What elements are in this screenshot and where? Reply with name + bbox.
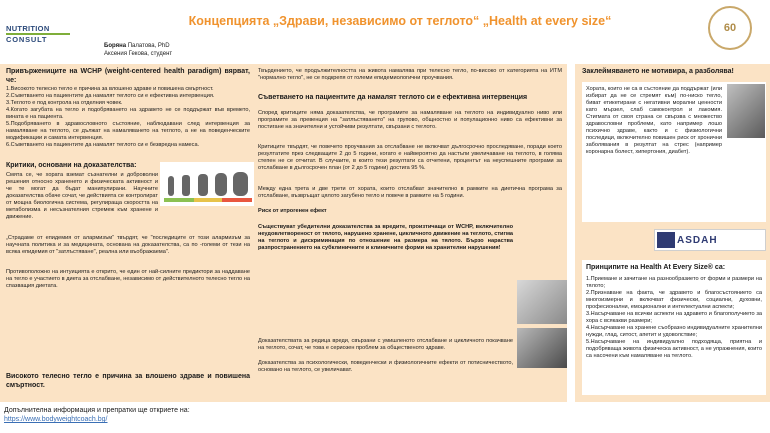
list-item: 3.Теглото е под контрола на отделния човек.	[6, 100, 123, 106]
list-item: 5.Насърчаване на индивидуално подходяща, приятна и подобряваща живота физическа активност, а не упражнения, които са насочени към намаляване на теглото.	[586, 339, 762, 359]
asdah-logo	[654, 229, 766, 251]
list-item: 4.Когато загубата на тегло и подобряването на здравето не се поддържат във времето, вината е на пациента.	[6, 107, 250, 120]
oppression-effects-text: Доказателства за психологически, поведенчески и физиологичните ефекти от потисничеството, основано на теглото, се увеличават.	[258, 360, 513, 373]
poster-title: Концепцията „Здрави, независимо от теглото“ „Health at every size“	[188, 14, 612, 28]
list-item: 6.Съветването на пациентите да намалят теглото си е безвредна намеса.	[6, 142, 200, 148]
wchp-heading: Привържениците на WCHP (weight-centered health paradigm) вярват, че:	[6, 68, 250, 84]
logo-line1: NUTRITION	[6, 24, 70, 35]
diet-predictor-text: Противоположно на интуицията е открито, че един от най-силните предиктори за наддаване на тегло е участието в диета за отслабване, независимо от действителното телесно тегло на спазващия диетата.	[6, 269, 250, 289]
critique-text: Смята се, че хората вземат съзнателни и доброволни решения относно храненето и физическата активност и че те могат да бъдат манипулирани. Научните доказателства обаче сочат, че действията се контролират от мощна биологична система, регулираща скоростта на метаболизма и несъзнателния стремеж към хранене и движение.	[6, 172, 158, 220]
stigma-text: Хората, които не са в състояние да поддържат (или избират да не се стремят към) по-ниско тегло, биват етикетирани с негативни морални ценности като мързел, слаб самоконтрол и лакомия. Стигмата от своя страна се свързва с множество здравословни проблеми, като например лошо психично здраве, както и с физиологични последици, включително повишен риск от хронични заболявания в резултат на стрес (например коронарна болест, хипертония, диабет).	[586, 86, 722, 155]
wchp-beliefs-list	[6, 86, 250, 149]
asdah-logo-text: ASDAH	[677, 235, 718, 246]
followup-text: Критиците твърдят, че повечето проучвания за отслабване не включват дългосрочно проследяване, поради което резултатите през следващите 2 до 5 години, когато е найвероятно да настъпи увеличаване на теглото, в голяма степен не се отчитат. В случаите, в които тези резултати са отчетени, процентът на неуспешните програми за отслабване в дългосрочен план (от 2 до 5 години) достига 95 %.	[258, 144, 562, 171]
list-item: 4.Насърчаване на хранене съобразно индивидуалните хранителни нужди, глад, ситост, апетит и удоволствие;	[586, 325, 762, 338]
lifespan-claim: Твърдението, че продължителността на живота намалява при телесно тегло, по-високо от категорията на ИТМ "нормално тегло", не се подкрепя от големи епидемиологични проучвания.	[258, 68, 562, 81]
alarmism-quote: „Страдаме от епидемия от алармизъм“ твърдят, че "последиците от този алармизъм за научната политика и за медицината, основана на доказателства, са по -големи от тези на всяка епидемия от "затлъстяване", реална или въображаема".	[6, 235, 250, 255]
author2: Аксения Гекова, студент	[104, 51, 173, 57]
no-evidence-text: Според критиците няма доказателства, че програмите за намаляване на теглото на индивидуално ниво или програмите за превенция на "затлъстяването" на групово, общностно и популационно ниво са ефективни за постигане на значителни и устойчиви резултати, свързани с теглото.	[258, 110, 562, 130]
footer	[4, 406, 190, 424]
iatrogenic-risk-heading: Риск от итрогенен ефект	[258, 208, 327, 214]
principles-list	[586, 276, 762, 360]
authors	[104, 42, 172, 58]
footer-link[interactable]: https://www.bodyweightcoach.bg/	[4, 416, 108, 423]
principles-heading: Принципите на Health At Every Size® са:	[586, 264, 726, 271]
author1-rest: Палатова, PhD	[126, 43, 170, 49]
logo-line2: CONSULT	[6, 35, 48, 44]
stigma-heading: Заклеймяването не мотивира, а разболява!	[582, 68, 734, 75]
harms-text: Съществуват убедителни доказателства за вредите, произтичащи от WCHP, включително неудовлетвореност от тялото, нарушено хранене, цикличното движение на теглото, стигма на теглото и дискриминация по отношение на размера на тялото. Бързо нараства разпространението на субклиничните и клиничните форми на хранителни нарушения!	[258, 224, 513, 251]
list-item: 5.Подобряването в здравословното състояние, наблюдавани след интервенция за намаляване на теглото, се дължат на намаляването на теглото, а не на поведенческите модификации и самата интервенция.	[6, 121, 250, 141]
university-seal	[705, 6, 755, 58]
seal-ring-icon	[708, 6, 752, 50]
list-item: 1.Приемане и зачитане на разнообразието от форми и размери на тялото;	[586, 276, 762, 289]
public-health-text: Доказателствата за редица вреди, свързани с умишленото отслабване и цикличното покачване на теглото, сочат, че това е сериозен проблем за общественото здраве.	[258, 338, 513, 351]
seal-number: 60	[723, 22, 737, 34]
list-item: 2.Признаване на факта, че здравето и благосъстоянието са многоизмерни и включват физически, социални, духовни, професионални, емоционални и интелектуални аспекти;	[586, 290, 762, 310]
weight-spectrum-illustration	[160, 162, 256, 206]
list-item: 2.Съветването на пациентите да намалят теглото си е ефективна интервенция.	[6, 93, 215, 99]
scale-photo	[517, 280, 567, 324]
nutrition-consult-logo	[6, 24, 70, 46]
critique-heading: Критики, основани на доказателства:	[6, 162, 137, 169]
author1-name: Боряна	[104, 43, 127, 49]
weight-regain-text: Между една трета и две трети от хората, които отслабват значително в рамките на диетична програма за отслабване, възвръщат цялото загубено тегло и повече в рамките на 5 години.	[258, 186, 562, 199]
list-item: 1.Високото телесно тегло е причина за влошено здраве и повишена смъртност.	[6, 86, 214, 92]
intervention-heading: Съветването на пациентите да намалят теглото си е ефективна интервенция	[258, 94, 528, 101]
person-photo	[517, 328, 567, 368]
stigma-photo	[727, 84, 765, 138]
asdah-mark-icon	[657, 232, 675, 248]
list-item: 3.Насърчаване на всички аспекти на здравето и благополучието за хора с всякакви размери;	[586, 311, 762, 324]
footer-info: Допълнителна информация и препратки ще откриете на:	[4, 407, 190, 414]
col1-conclusion: Високото телесно тегло е причина за влошено здраве и повишена смъртност.	[6, 373, 250, 389]
